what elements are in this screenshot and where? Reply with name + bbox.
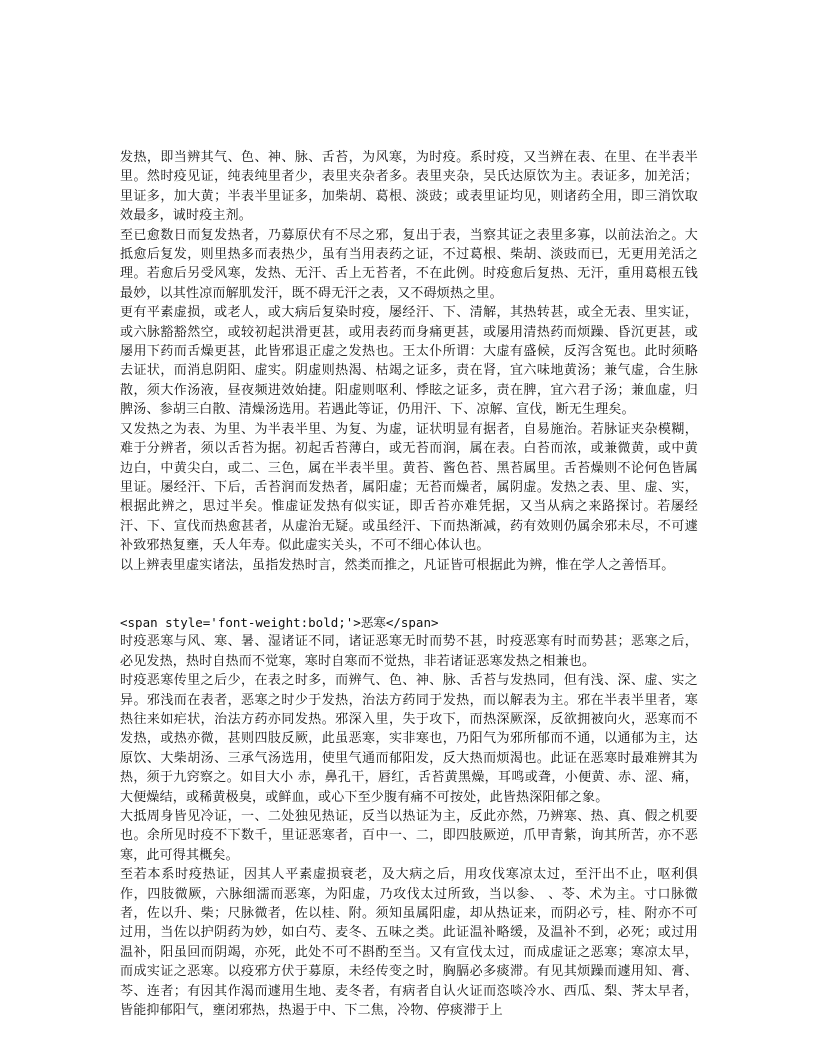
paragraph-tongue-coating: 又发热之为表、为里、为半表半里、为复、为虚，证状明显有据者，自易施治。若脉证夹杂模糊，难于分辨者，须以舌苔为据。初起舌苔薄白，或无苔而润，属在表。白苔而浓，或兼微黄，或中黄边白，中黄尖白，或二、三色，属在半表半里。黄苔、酱色苔、黑苔属里。舌苔燥则不论何色皆属里证。屡经汗、下后，舌苔润而发热者，属阳虚；无苔而燥者，属阴虚。发热之表、里、虚、实，根据此辨之，思过半矣。惟虚证发热有似实证，即舌苔亦难凭据，又当从病之来路探讨。若屡经汗、下、宣伐而热愈甚者，从虚治无疑。或虽经汗、下而热渐减，药有效则仍属余邪未尽，不可遽补致邪热复壅，夭人年寿。似此虚实关头，不可不细心体认也。: [120, 421, 698, 554]
paragraph-chills-true-false: 大抵周身皆见冷证，一、二处独见热证，反当以热证为主，反此亦然，乃辨寒、热、真、假之机要也。余所见时疫不下数千，里证恶寒者，百中一、二，即四肢厥逆，爪甲青紫，询其所苦，亦不恶寒，此可得其概矣。: [120, 809, 698, 863]
paragraph-relapse-fever: 至已愈数日而复发热者，乃募原伏有不尽之邪，复出于表，当察其证之表里多寡，以前法治之。大抵愈后复发，则里热多而表热少，虽有当用表药之证，不过葛根、柴胡、淡豉而已，无更用羌活之理。若愈后另受风寒，发热、无汗、舌上无苔者，不在此例。时疫愈后复热、无汗，重用葛根五钱最妙，以其性凉而解肌发汗，既不碍无汗之表，又不碍烦热之里。: [120, 227, 698, 301]
document-page: [120, 148, 698, 1020]
paragraph-chills-deficiency: 至若本系时疫热证，因其人平素虚损衰老，及大病之后，用攻伐寒凉太过，至汗出不止，呕利俱作，四肢微厥，六脉细濡而恶寒，为阳虚，乃攻伐太过所致，当以参、 、苓、术为主。寸口脉微者，佐以升、柴；尺脉微者，佐以桂、附。须知虽属阳虚，却从热证来，而阴必亏，桂、附亦不可过用，当佐以护阴药为妙，如白芍、麦冬、五味之类。此证温补略缓，及温补不到，必死；或过用温补，阳虽回而阴竭，亦死，此处不可不斟酌至当。又有宣伐太过，而成虚证之恶寒；寒凉太早，而成实证之恶寒。以疫邪方伏于募原，未经传变之时，胸膈必多痰滞。有见其烦躁而遽用知、膏、芩、连者；有因其作渴而遽用生地、麦冬者，有病者自认火证而恣啖冷水、西瓜、梨、荠太早者，皆能抑郁阳气，壅闭邪热，热遏于中、下二焦，冷物、停痰滞于上: [120, 867, 698, 1019]
paragraph-chills-stages: 时疫恶寒传里之后少，在表之时多，而辨气、色、神、脉、舌苔与发热同，但有浅、深、虚、实之异。邪浅而在表者，恶寒之时少于发热，治法方药同于发热，而以解表为主。邪在半表半里者，寒热往来如疟状，治法方药亦同发热。邪深入里，失于攻下，而热深厥深，反欲拥被向火，恶寒而不发热，或热亦微，甚则四肢反厥，此虽恶寒，实非寒也，乃阳气为邪所郁而不通，以通郁为主，达原饮、大柴胡汤、三承气汤选用，使里气通而郁阳发，反大热而烦渴也。此证在恶寒时最难辨其为热，须于九窍察之。如目大小 赤，鼻孔干，唇红，舌苔黄黑燥，耳鸣或聋，小便黄、赤、涩、痛，大便燥结，或稀黄极臭，或鲜血，或心下至少腹有痛不可按处，此皆热深阳郁之象。: [120, 673, 698, 805]
section-heading-chills: <span style='font-weight:bold;'>恶寒</span>: [120, 614, 439, 630]
paragraph-deficiency-fever: 更有平素虚损，或老人，或大病后复染时疫，屡经汗、下、清解，其热转甚，或全无表、里实证，或六脉豁豁然空，或较初起洪滑更甚，或用表药而身痛更甚，或屡用清热药而烦躁、昏沉更甚，或屡用下药而舌燥更甚，此皆邪退正虚之发热也。王太仆所谓：大虚有盛候，反泻含冤也。此时须略去证状，而消息阴阳、虚实。阴虚则热渴、枯竭之证多，责在肾，宜六味地黄汤；兼气虚，合生脉散，须大作汤液，昼夜频进效始捷。阳虚则呕利、悸眩之证多，责在脾，宜六君子汤；兼血虚，归脾汤、参胡三白散、清燥汤选用。若遇此等证，仍用汗、下、凉解、宣伐，断无生理矣。: [120, 305, 698, 418]
paragraph-summary: 以上辨表里虚实诸法，虽指发热时言，然类而推之，凡证皆可根据此为辨，惟在学人之善悟耳。: [120, 557, 675, 573]
section-gap: [120, 575, 698, 613]
paragraph-chills-intro: 时疫恶寒与风、寒、暑、湿诸证不同，诸证恶寒无时而势不甚，时疫恶寒有时而势甚；恶寒之后，必见发热，热时自热而不觉寒，寒时自寒而不觉热，非若诸证恶寒发热之相兼也。: [120, 634, 698, 669]
paragraph-fever-diagnosis: 发热，即当辨其气、色、神、脉、舌苔，为风寒，为时疫。系时疫，又当辨在表、在里、在半表半里。然时疫见证，纯表纯里者少，表里夹杂者多。表里夹杂，吴氏达原饮为主。表证多，加羌活；里证多，加大黄；半表半里证多，加柴胡、葛根、淡豉；或表里证均见，则诸药全用，即三消饮取效最多，诚时疫主剂。: [120, 150, 698, 224]
